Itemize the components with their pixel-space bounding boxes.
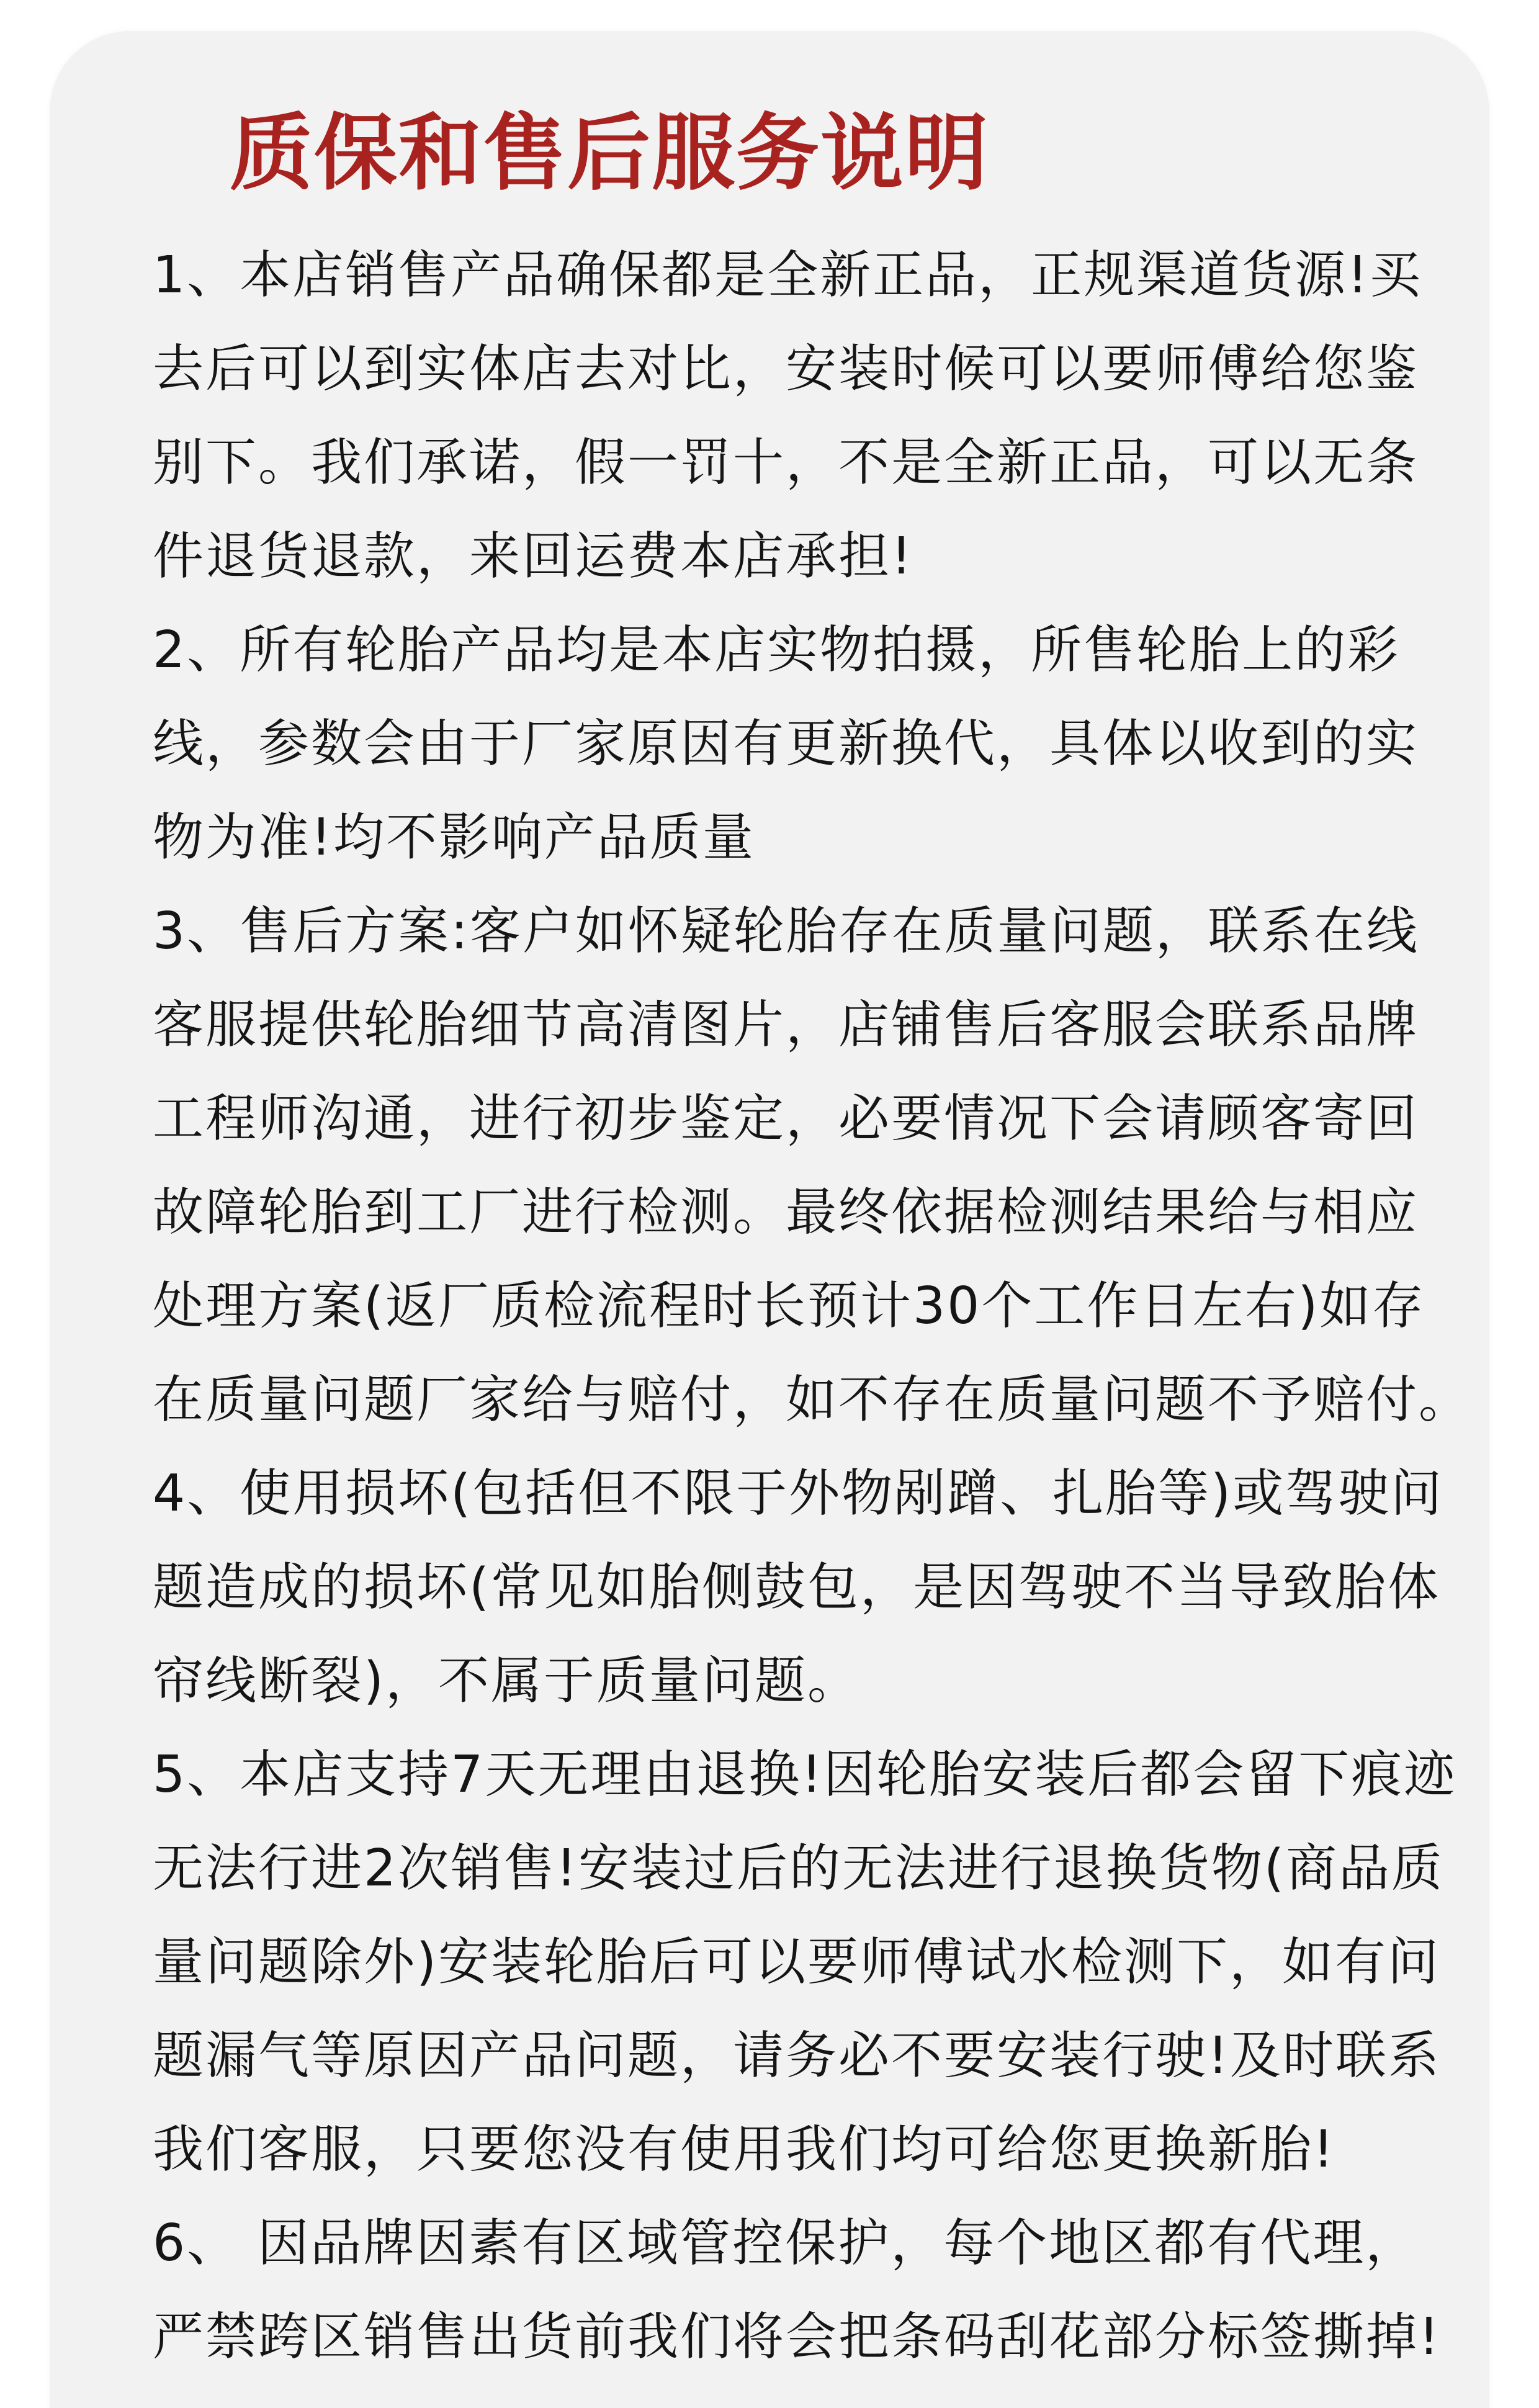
text-line: 处理方案(返厂质检流程时长预计30个工作日左右)如存 xyxy=(153,1277,1425,1336)
text-line: 3、售后方案:客户如怀疑轮胎存在质量问题，联系在线 xyxy=(153,902,1419,961)
text-line: 无法行进2次销售!安装过后的无法进行退换货物(商品质 xyxy=(153,1839,1445,1898)
page-title: 质保和售后服务说明 xyxy=(230,105,990,202)
text-line: 6、 因品牌因素有区域管控保护，每个地区都有代理， xyxy=(153,2214,1419,2273)
notice-card xyxy=(50,31,1489,2408)
text-line: 4、使用损坏(包括但不限于外物剐蹭、扎胎等)或驾驶问 xyxy=(153,1464,1444,1523)
notice-content xyxy=(153,228,1518,2384)
text-line: 题漏气等原因产品问题，请务必不要安装行驶!及时联系 xyxy=(153,2026,1441,2085)
text-line: 5、本店支持7天无理由退换!因轮胎安装后都会留下痕迹 xyxy=(153,1745,1457,1804)
text-line: 线，参数会由于厂家原因有更新换代，具体以收到的实 xyxy=(153,714,1419,773)
text-line: 去后可以到实体店去对比，安装时候可以要师傅给您鉴 xyxy=(153,339,1419,398)
text-line: 故障轮胎到工厂进行检测。最终依据检测结果给与相应 xyxy=(153,1183,1419,1242)
text-line: 2、所有轮胎产品均是本店实物拍摄，所售轮胎上的彩 xyxy=(153,621,1401,680)
text-line: 客服提供轮胎细节高清图片，店铺售后客服会联系品牌 xyxy=(153,995,1419,1054)
text-line: 别下。我们承诺，假一罚十，不是全新正品，可以无条 xyxy=(153,433,1419,492)
text-line: 我们客服，只要您没有使用我们均可给您更换新胎! xyxy=(153,2120,1335,2179)
text-line: 在质量问题厂家给与赔付，如不存在质量问题不予赔付。 xyxy=(153,1370,1472,1429)
text-line: 件退货退款，来回运费本店承担! xyxy=(153,527,913,586)
text-line: 1、本店销售产品确保都是全新正品，正规渠道货源!买 xyxy=(153,246,1423,305)
text-line: 帘线断裂)，不属于质量问题。 xyxy=(153,1651,860,1710)
text-line: 严禁跨区销售出货前我们将会把条码刮花部分标签撕掉! xyxy=(153,2307,1441,2366)
text-line: 题造成的损坏(常见如胎侧鼓包，是因驾驶不当导致胎体 xyxy=(153,1558,1440,1617)
text-line: 工程师沟通，进行初步鉴定，必要情况下会请顾客寄回 xyxy=(153,1089,1419,1148)
text-line: 量问题除外)安装轮胎后可以要师傅试水检测下，如有问 xyxy=(153,1933,1440,1992)
text-line: 物为准!均不影响产品质量 xyxy=(153,808,755,867)
